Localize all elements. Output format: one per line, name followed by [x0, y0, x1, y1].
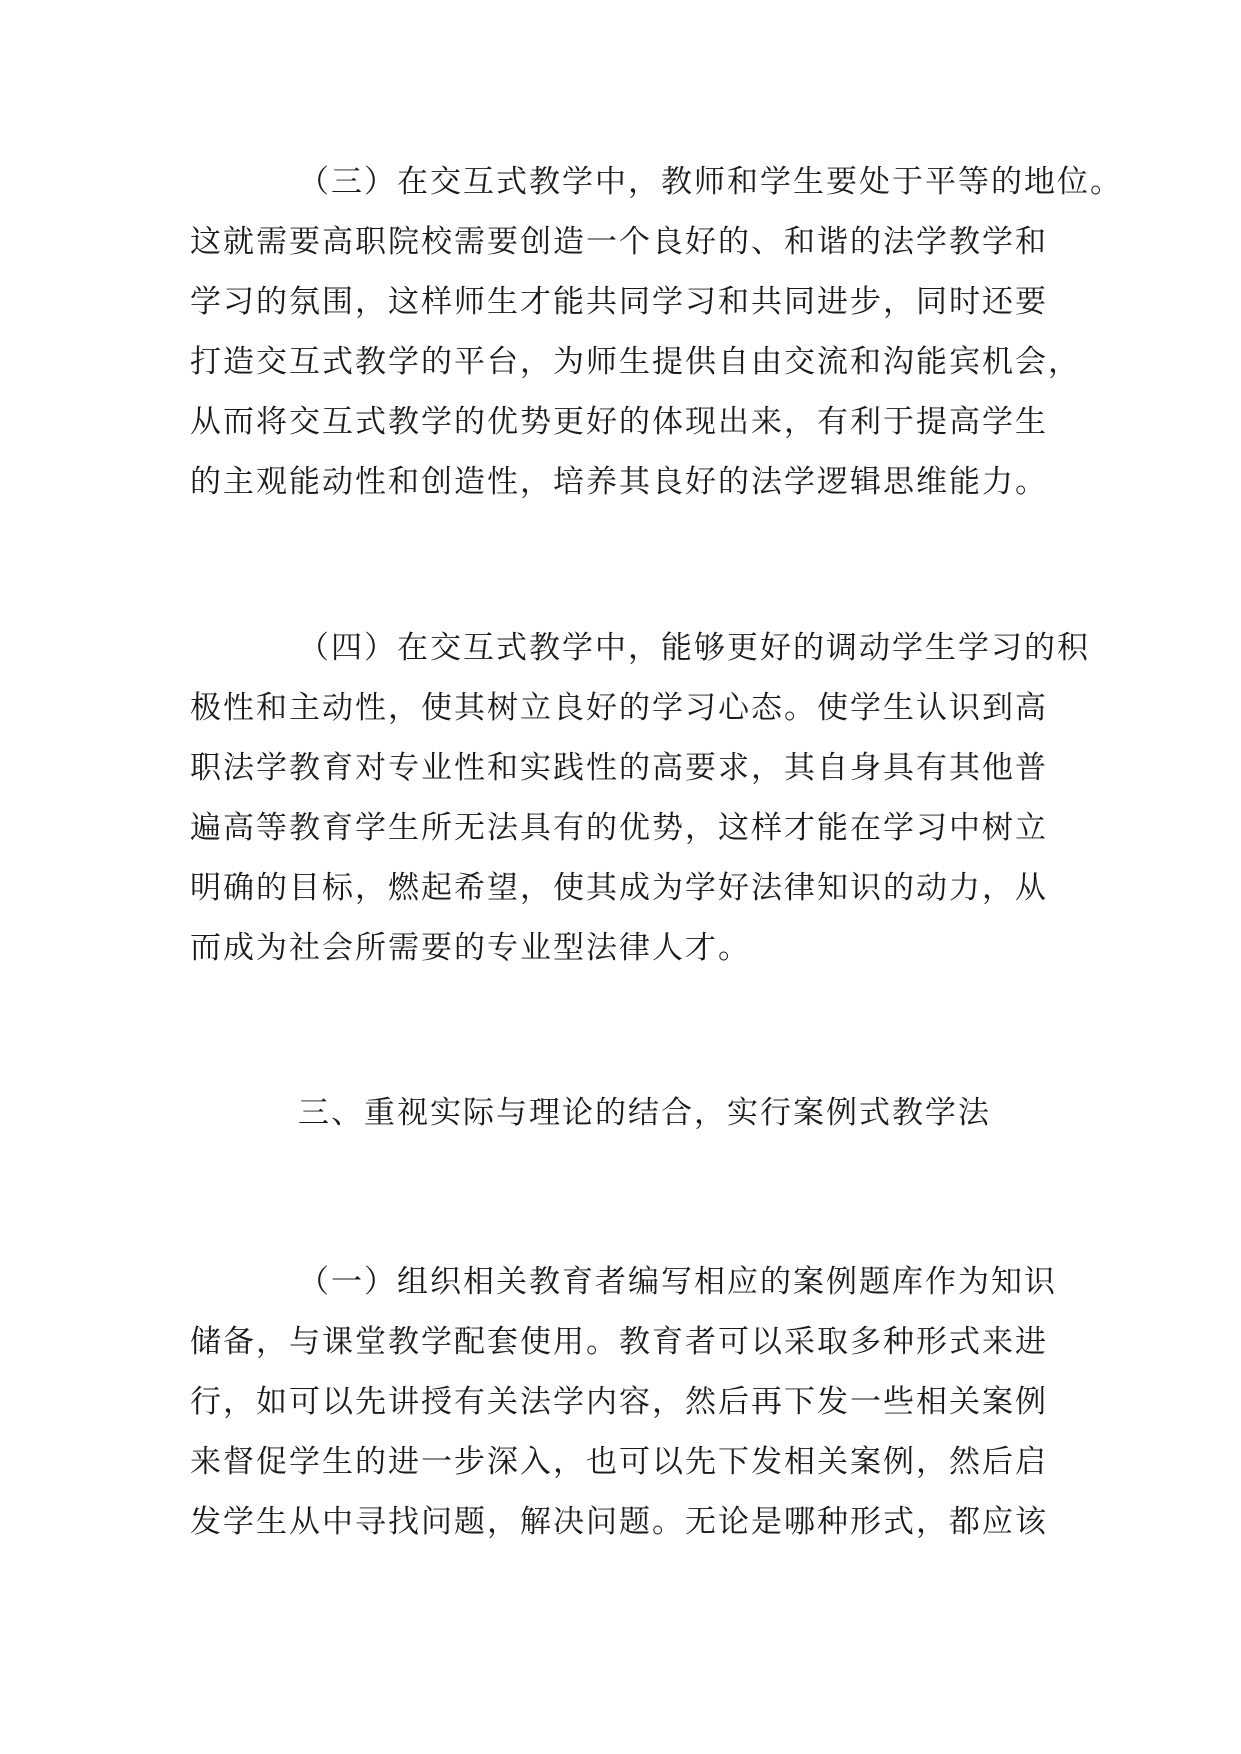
paragraph-line: 学习的氛围，这样师生才能共同学习和共同进步，同时还要: [190, 284, 1048, 320]
paragraph-line: （一）组织相关教育者编写相应的案例题库作为知识: [298, 1264, 1057, 1300]
paragraph-line: 行，如可以先讲授有关法学内容，然后再下发一些相关案例: [190, 1384, 1048, 1420]
section-heading: 三、重视实际与理论的结合，实行案例式教学法: [298, 1095, 991, 1131]
paragraph-line: （四）在交互式教学中，能够更好的调动学生学习的积: [298, 630, 1090, 666]
paragraph-line: 来督促学生的进一步深入，也可以先下发相关案例，然后启: [190, 1444, 1048, 1480]
paragraph-line: 打造交互式教学的平台，为师生提供自由交流和沟能宾机会，: [190, 344, 1081, 380]
paragraph-line: 的主观能动性和创造性，培养其良好的法学逻辑思维能力。: [190, 464, 1048, 500]
paragraph-line: 遍高等教育学生所无法具有的优势，这样才能在学习中树立: [190, 810, 1048, 846]
paragraph-line: （三）在交互式教学中，教师和学生要处于平等的地位。: [298, 164, 1123, 200]
paragraph-line: 储备，与课堂教学配套使用。教育者可以采取多种形式来进: [190, 1324, 1048, 1360]
paragraph-line: 这就需要高职院校需要创造一个良好的、和谐的法学教学和: [190, 224, 1048, 260]
paragraph-line: 明确的目标，燃起希望，使其成为学好法律知识的动力，从: [190, 870, 1048, 906]
paragraph-line: 职法学教育对专业性和实践性的高要求，其自身具有其他普: [190, 750, 1048, 786]
paragraph-line: 从而将交互式教学的优势更好的体现出来，有利于提高学生: [190, 404, 1048, 440]
paragraph-line: 发学生从中寻找问题，解决问题。无论是哪种形式，都应该: [190, 1504, 1048, 1540]
paragraph-line: 极性和主动性，使其树立良好的学习心态。使学生认识到高: [190, 690, 1048, 726]
paragraph-line: 而成为社会所需要的专业型法律人才。: [190, 930, 751, 966]
